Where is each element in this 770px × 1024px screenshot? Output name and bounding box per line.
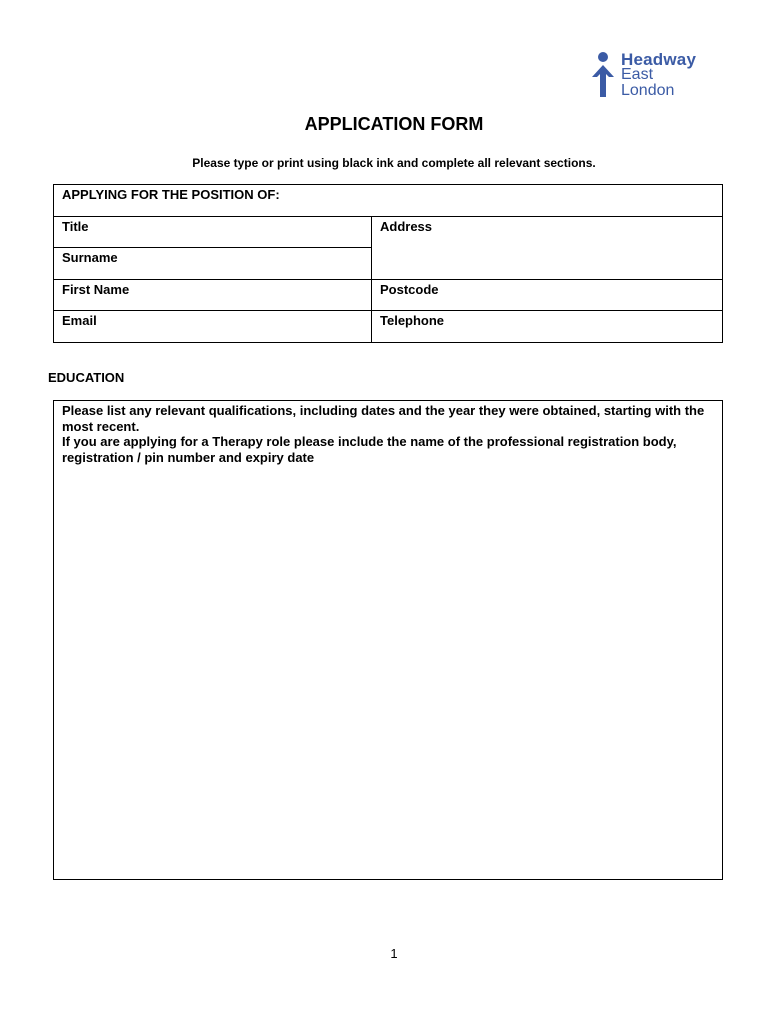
person-arrow-icon: [588, 50, 620, 100]
title-label: Title: [62, 219, 89, 234]
surname-label: Surname: [62, 250, 118, 265]
education-instruction-line-2: If you are applying for a Therapy role please include the name of the professional registration body, registration / pin number and expiry date: [62, 434, 677, 465]
email-label: Email: [62, 313, 97, 328]
address-label: Address: [380, 219, 433, 234]
headway-east-london-logo: [588, 50, 718, 102]
telephone-label: Telephone: [380, 313, 445, 328]
education-instructions: [62, 403, 714, 465]
first-name-field[interactable]: [53, 279, 372, 311]
first-name-label: First Name: [62, 282, 130, 297]
logo-text-east: East: [621, 66, 654, 83]
title-field[interactable]: [53, 216, 372, 248]
education-instruction-line-1: Please list any relevant qualifications, including dates and the year they were obtained, starting with the most recent.: [62, 403, 705, 434]
telephone-field[interactable]: [371, 310, 723, 343]
address-field[interactable]: [371, 216, 723, 280]
position-field[interactable]: [53, 184, 723, 217]
form-title: APPLICATION FORM: [304, 114, 484, 134]
education-heading: EDUCATION: [48, 370, 125, 385]
surname-field[interactable]: [53, 247, 372, 280]
logo-text-london: London: [621, 82, 675, 99]
email-field[interactable]: [53, 310, 372, 343]
postcode-label: Postcode: [380, 282, 439, 297]
page-number: 1: [390, 946, 398, 961]
position-label: APPLYING FOR THE POSITION OF:: [62, 187, 280, 202]
form-instructions: Please type or print using black ink and complete all relevant sections.: [192, 156, 596, 170]
logo-text-headway: Headway: [621, 50, 697, 69]
postcode-field[interactable]: [371, 279, 723, 311]
education-field[interactable]: [53, 400, 723, 880]
